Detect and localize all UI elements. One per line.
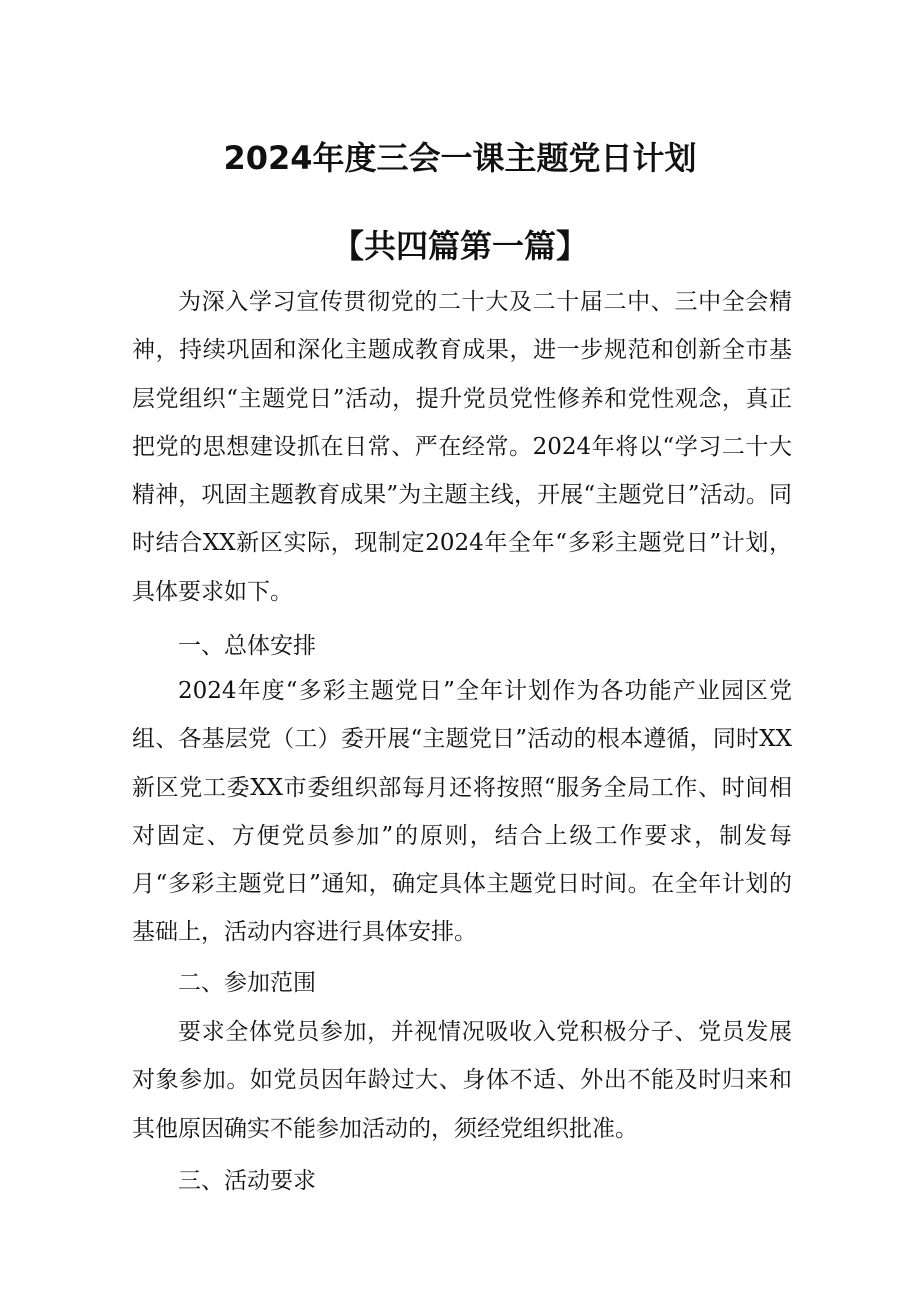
section-body-participation-scope: 要求全体党员参加，并视情况吸收入党积极分子、党员发展对象参加。如党员因年龄过大、身体不适、外出不能及时归来和其他原因确实不能参加活动的，须经党组织批准。 (132, 1019, 792, 1142)
section-heading-overall-arrangement: 一、总体安排 (178, 633, 316, 659)
document-subtitle: 【共四篇第一篇】 (331, 227, 588, 265)
intro-paragraph: 为深入学习宣传贯彻党的二十大及二十届二中、三中全会精神，持续巩固和深化主题成教育成果，进一步规范和创新全市基层党组织“主题党日”活动，提升党员党性修养和党性观念，真正把党的思想建设抓在日常、严在经常。2024年将以“学习二十大精神，巩固主题教育成果”为主题主线，开展“主题党日”活动。同时结合XX新区实际，现制定2024年全年“多彩主题党日”计划，具体要求如下。 (132, 289, 792, 605)
section-body-overall-arrangement: 2024年度“多彩主题党日”全年计划作为各功能产业园区党组、各基层党（工）委开展“主题党日”活动的根本遵循，同时XX新区党工委XX市委组织部每月还将按照“服务全局工作、时间相对固定、方便党员参加”的原则，结合上级工作要求，制发每月“多彩主题党日”通知，确定具体主题党日时间。在全年计划的基础上，活动内容进行具体安排。 (132, 678, 792, 946)
section-heading-activity-requirements: 三、活动要求 (178, 1168, 316, 1194)
document-title: 2024年度三会一课主题党日计划 (223, 139, 697, 177)
section-heading-participation-scope: 二、参加范围 (178, 970, 316, 996)
